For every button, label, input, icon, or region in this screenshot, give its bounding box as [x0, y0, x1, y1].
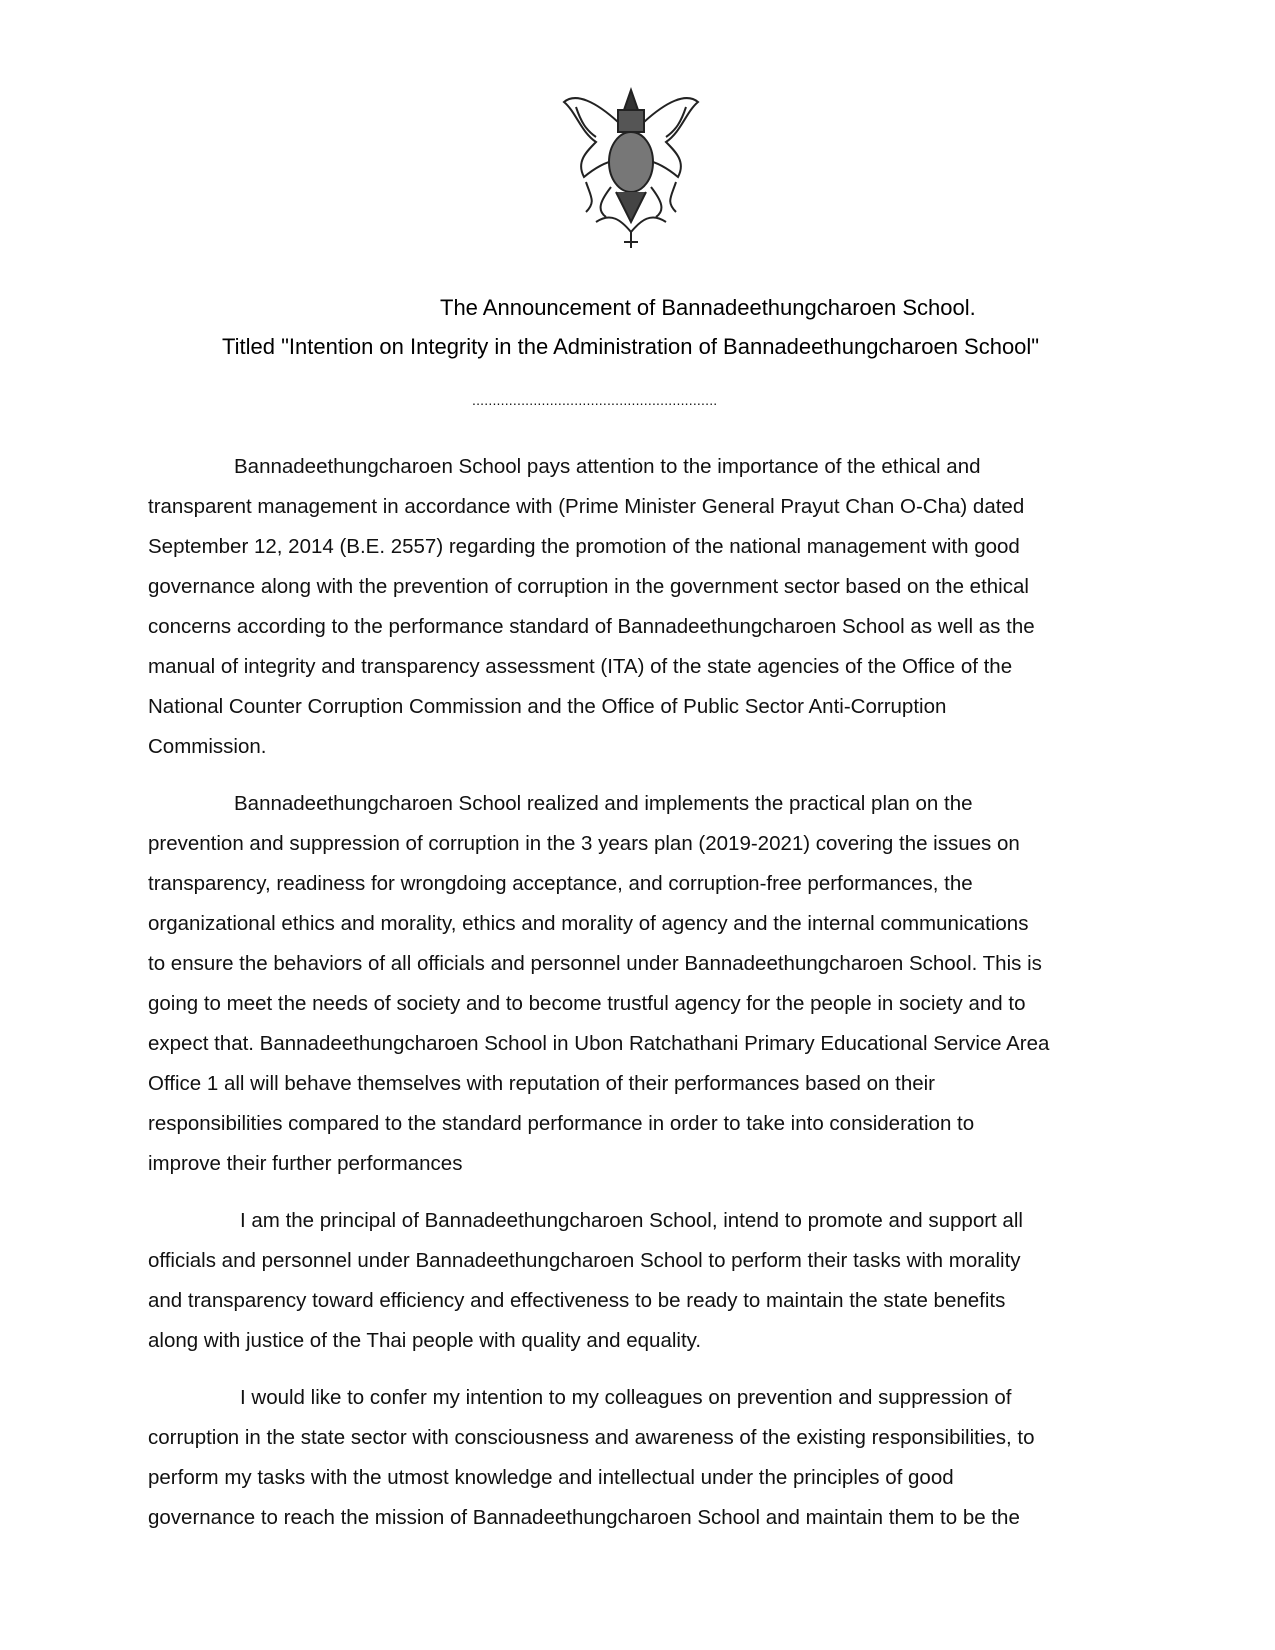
garuda-emblem-icon	[556, 82, 706, 250]
text-line: responsibilities compared to the standard performance in order to take into consideration to	[148, 1112, 975, 1135]
text-line: transparent management in accordance with (Prime Minister General Prayut Chan O-Cha) dated	[148, 495, 1025, 518]
text-line: Commission.	[148, 735, 267, 758]
text-line: manual of integrity and transparency assessment (ITA) of the state agencies of the Office of the	[148, 655, 1013, 678]
text-line: corruption in the state sector with consciousness and awareness of the existing responsibilities, to	[148, 1426, 1035, 1449]
text-line: governance along with the prevention of corruption in the government sector based on the ethical	[148, 575, 1029, 598]
text-line: prevention and suppression of corruption in the 3 years plan (2019-2021) covering the issues on	[148, 832, 1020, 855]
text-line: September 12, 2014 (B.E. 2557) regarding the promotion of the national management with good	[148, 535, 1020, 558]
text-line: governance to reach the mission of Bannadeethungcharoen School and maintain them to be the	[148, 1506, 1020, 1529]
text-line: expect that. Bannadeethungcharoen School in Ubon Ratchathani Primary Educational Service Area	[148, 1032, 1050, 1055]
text-line: perform my tasks with the utmost knowledge and intellectual under the principles of good	[148, 1466, 954, 1489]
paragraph-3	[148, 1201, 1148, 1361]
text-line: Office 1 all will behave themselves with reputation of their performances based on their	[148, 1072, 936, 1095]
dotted-separator: ............................................................	[472, 392, 718, 408]
text-line: transparency, readiness for wrongdoing acceptance, and corruption-free performances, the	[148, 872, 973, 895]
text-line: to ensure the behaviors of all officials and personnel under Bannadeethungcharoen School. This is	[148, 952, 1042, 975]
text-line: going to meet the needs of society and to become trustful agency for the people in society and to	[148, 992, 1026, 1015]
text-line: concerns according to the performance standard of Bannadeethungcharoen School as well as the	[148, 615, 1035, 638]
paragraph-2	[148, 784, 1148, 1184]
text-line: and transparency toward efficiency and effectiveness to be ready to maintain the state benefits	[148, 1289, 1006, 1312]
text-line: I am the principal of Bannadeethungcharoen School, intend to promote and support all	[240, 1209, 1023, 1232]
announcement-subtitle: Titled "Intention on Integrity in the Administration of Bannadeethungcharoen School"	[222, 334, 1040, 359]
text-line: National Counter Corruption Commission and the Office of Public Sector Anti-Corruption	[148, 695, 947, 718]
document-body	[148, 447, 1148, 1555]
announcement-title: The Announcement of Bannadeethungcharoen School.	[440, 295, 976, 320]
text-line: Bannadeethungcharoen School realized and implements the practical plan on the	[234, 792, 973, 815]
text-line: officials and personnel under Bannadeethungcharoen School to perform their tasks with morality	[148, 1249, 1021, 1272]
text-line: along with justice of the Thai people with quality and equality.	[148, 1329, 702, 1352]
paragraph-4	[148, 1378, 1148, 1538]
text-line: organizational ethics and morality, ethics and morality of agency and the internal communications	[148, 912, 1029, 935]
paragraph-1	[148, 447, 1148, 767]
text-line: I would like to confer my intention to my colleagues on prevention and suppression of	[240, 1386, 1012, 1409]
text-line: Bannadeethungcharoen School pays attention to the importance of the ethical and	[234, 455, 981, 478]
text-line: improve their further performances	[148, 1152, 463, 1175]
